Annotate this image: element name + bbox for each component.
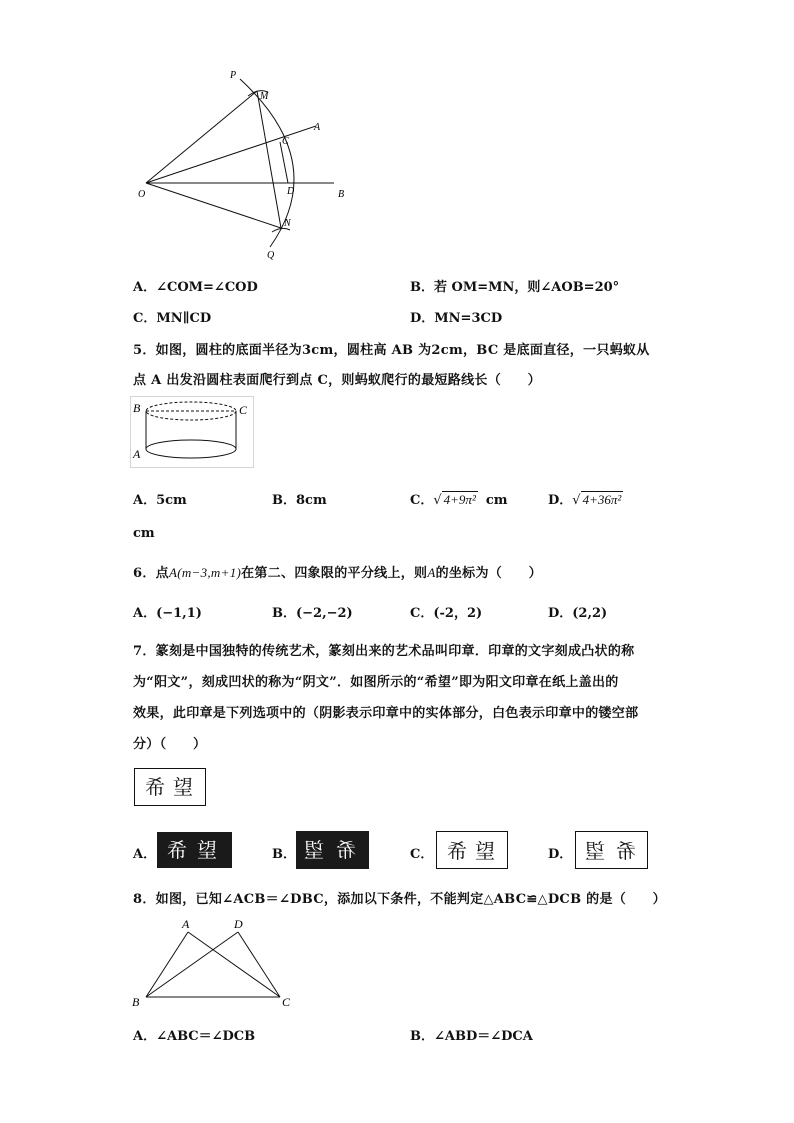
q7-option-d-label: D．: [548, 847, 573, 862]
q7-option-b-label: B．: [272, 847, 296, 862]
triangles-figure: [128, 916, 298, 1012]
q8-stem: 8．如图，已知∠ACB＝∠DBC，添加以下条件，不能判定△ABC≌△DCB 的是（ ）: [133, 892, 666, 907]
option-b-seal-image: [296, 831, 369, 869]
label-o: O: [138, 189, 146, 200]
label-p: P: [230, 70, 237, 81]
q5-option-b: B．8cm: [272, 493, 327, 508]
label-n: N: [284, 218, 291, 229]
seal-char-2: 望: [475, 839, 495, 863]
seal-char-1: 希: [616, 839, 636, 863]
q5-stem-line2: 点 A 出发沿圆柱表面爬行到点 C，则蚂蚁爬行的最短路线长（ ）: [133, 373, 541, 388]
label-b: B: [132, 995, 140, 1009]
seal-char-2: 望: [173, 775, 193, 799]
label-a: A: [133, 447, 141, 461]
q4-option-d: D．MN=3CD: [410, 311, 503, 326]
q6-option-d: D．(2,2): [548, 606, 608, 621]
label-d: D: [287, 186, 295, 197]
q4-option-c: C．MN∥CD: [133, 311, 212, 326]
q8-option-a: A．∠ABC＝∠DCB: [133, 1029, 256, 1044]
seal-char-2: 望: [304, 838, 324, 862]
segment-bd: [146, 932, 238, 997]
option-c-seal-image: [436, 831, 508, 869]
label-m: M: [260, 91, 269, 102]
seal-char-1: 希: [167, 838, 187, 862]
label-c: C: [282, 136, 289, 147]
label-b: B: [338, 189, 345, 200]
option-a-seal-image: [157, 832, 232, 868]
q8-option-b: B．∠ABD＝∠DCA: [410, 1029, 533, 1044]
segment-ac: [188, 932, 280, 997]
q5-option-c: C．√ 4+9π² cm: [410, 492, 508, 508]
q7-option-c-label: C．: [410, 847, 434, 862]
q4-option-a: A．∠COM=∠COD: [133, 280, 258, 295]
label-q: Q: [267, 250, 275, 261]
seal-char-1: 希: [145, 775, 165, 799]
q5-stem-line1: 5．如图，圆柱的底面半径为3cm，圆柱高 AB 为2cm，BC 是底面直径，一只蚂蚁从: [133, 343, 650, 358]
q7-stem-line2: 为“阳文”，刻成凹状的称为“阴文”．如图所示的“希望”即为阳文印章在纸上盖出的: [133, 675, 619, 690]
segment-on: [146, 183, 281, 228]
q5-option-a: A．5cm: [133, 493, 187, 508]
seal-char-1: 希: [447, 839, 467, 863]
q6-option-c: C．(-2，2): [410, 606, 483, 621]
seal-char-2: 望: [585, 839, 605, 863]
label-c: C: [282, 995, 291, 1009]
angle-construction-figure: [130, 62, 360, 267]
cylinder-figure: [130, 396, 254, 468]
segment-ba: [146, 932, 188, 997]
segment-om: [146, 91, 257, 183]
q5-option-d: D．√ 4+36π²: [548, 492, 622, 508]
seal-char-2: 望: [197, 838, 217, 862]
label-d: D: [234, 917, 243, 931]
q7-option-a-label: A．: [133, 847, 157, 862]
label-b: B: [133, 401, 141, 415]
label-a: A: [314, 122, 321, 133]
segment-dc: [238, 932, 280, 997]
q5-option-d-unit: cm: [133, 526, 155, 541]
reference-seal-image: [134, 768, 206, 806]
segment-cd: [280, 142, 288, 183]
label-a: A: [182, 917, 190, 931]
sqrt-symbol: √: [433, 493, 442, 508]
cylinder-bottom: [146, 440, 236, 458]
q7-stem-line4: 分）（ ）: [133, 737, 207, 752]
seal-char-1: 希: [336, 838, 356, 862]
option-d-seal-image: [575, 831, 648, 869]
q6-stem: 6．点A(m−3,m+1)在第二、四象限的平分线上，则A的坐标为（ ）: [133, 565, 542, 581]
q6-option-b: B．(−2,−2): [272, 606, 353, 621]
sqrt-symbol: √: [572, 493, 581, 508]
q4-option-b: B．若 OM=MN，则∠AOB=20°: [410, 280, 620, 295]
q7-stem-line3: 效果，此印章是下列选项中的（阴影表示印章中的实体部分，白色表示印章中的镂空部: [133, 706, 639, 721]
q7-stem-line1: 7．篆刻是中国独特的传统艺术，篆刻出来的艺术品叫印章．印章的文字刻成凸状的称: [133, 644, 635, 659]
label-c: C: [239, 403, 248, 417]
q6-option-a: A．(−1,1): [133, 606, 202, 621]
